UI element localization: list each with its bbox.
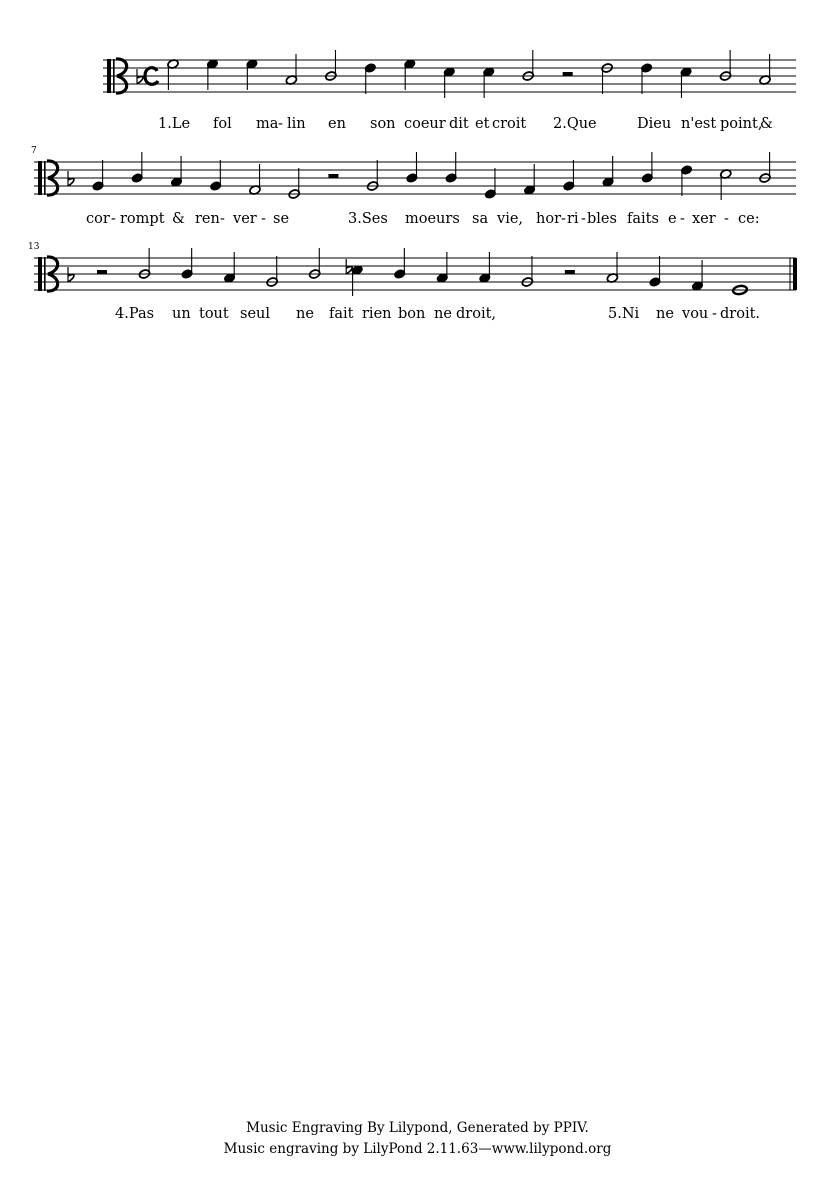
lyric-syllable: un (172, 306, 191, 322)
lyric-syllable: moeurs (405, 211, 460, 227)
lyric-syllable: coeur (404, 116, 446, 132)
lyric-hyphen: - (680, 211, 685, 227)
footer-credit-line-1: Music Engraving By Lilypond, Generated by PPIV. (246, 1120, 589, 1136)
lyric-syllable: rien (362, 306, 392, 322)
measure-number-13: 13 (28, 242, 40, 252)
lyric-syllable: rompt (120, 211, 165, 227)
half-note (138, 248, 150, 279)
lyric-syllable: 3.Ses (348, 211, 388, 227)
lyric-syllable: ri (567, 211, 579, 227)
lyric-syllable: ne (656, 306, 674, 322)
lyric-hyphen: - (724, 211, 729, 227)
lyric-hyphen: - (561, 211, 566, 227)
q-note (640, 63, 652, 94)
lyric-syllable: vou (682, 306, 709, 322)
lyric-hyphen: - (111, 211, 116, 227)
half-note (325, 50, 337, 81)
lyric-hyphen: - (278, 116, 283, 132)
lyric-syllable: son (370, 116, 396, 132)
q-note (181, 248, 193, 279)
lyric-syllable: vie, (497, 211, 524, 227)
lyric-syllable: Dieu (637, 116, 672, 132)
lyric-syllable: droit. (720, 306, 761, 322)
key-signature-flat (68, 267, 74, 282)
half-note (266, 256, 278, 287)
half-note (759, 152, 771, 183)
lyric-syllable: bon (398, 306, 426, 322)
lyric-syllable: & (172, 211, 185, 227)
q-note (131, 152, 143, 183)
lyric-syllable: ma (256, 116, 279, 132)
lyric-syllable: ren (195, 211, 220, 227)
lyric-syllable: fait (329, 306, 354, 322)
lyric-syllable: e (668, 211, 677, 227)
half-rest (563, 72, 573, 76)
q-note (649, 256, 661, 287)
q-note (523, 164, 535, 195)
lyric-syllable: ver (233, 211, 257, 227)
lyric-syllable: droit, (456, 306, 497, 322)
half-note (720, 169, 732, 200)
q-note (602, 156, 614, 187)
q-note (484, 168, 496, 199)
lyric-syllable: croit (492, 116, 527, 132)
footer-credit-line-2: Music engraving by LilyPond 2.11.63—www.lilypond.org (223, 1141, 612, 1157)
half-note (366, 160, 378, 191)
q-note (443, 67, 455, 98)
q-note (406, 152, 418, 183)
key-signature-flat (68, 171, 74, 186)
q-note (479, 252, 491, 283)
lyric-syllable: sa (472, 211, 489, 227)
lyric-hyphen: - (220, 211, 225, 227)
q-note (246, 59, 258, 90)
half-note (606, 252, 618, 283)
lyric-syllable: dit (449, 116, 469, 132)
half-note (288, 168, 300, 199)
lyric-syllable: faits (627, 211, 659, 227)
lyric-syllable: seul (240, 306, 270, 322)
q-note (346, 259, 363, 296)
q-note (691, 260, 703, 291)
lyric-syllable: ne (296, 306, 314, 322)
lyric-syllable: fol (213, 116, 232, 132)
staff-system (103, 50, 796, 98)
half-note (759, 54, 771, 85)
q-note (209, 160, 221, 191)
final-barline-thick (793, 258, 797, 290)
half-note (308, 248, 320, 279)
q-note (92, 160, 104, 191)
lyric-syllable: et (475, 116, 490, 132)
half-note (521, 256, 533, 287)
staff-system (34, 152, 796, 200)
q-note (206, 59, 218, 90)
half-note (285, 54, 297, 85)
lyric-syllable: xer (692, 211, 716, 227)
lyric-syllable: hor (536, 211, 561, 227)
lyric-hyphen: - (581, 211, 586, 227)
q-note (394, 248, 406, 279)
lyric-syllable: 5.Ni (608, 306, 640, 322)
lyric-syllable: en (328, 116, 346, 132)
q-note (483, 67, 495, 98)
q-note (436, 252, 448, 283)
lyric-syllable: n'est (681, 116, 717, 132)
q-note (404, 59, 416, 90)
half-note (522, 50, 534, 81)
half-rest (97, 270, 107, 274)
lyric-syllable: ce: (738, 211, 760, 227)
lyric-hyphen: - (261, 211, 266, 227)
lyric-syllable: 1.Le (158, 116, 191, 132)
q-note (170, 156, 182, 187)
half-note (167, 59, 179, 90)
lyric-syllable: & (760, 116, 773, 132)
half-rest (328, 174, 338, 178)
q-note (563, 160, 575, 191)
half-note (601, 63, 613, 94)
q-note (641, 152, 653, 183)
lyric-syllable: se (273, 211, 290, 227)
q-note (223, 252, 235, 283)
lyric-syllable: tout (199, 306, 229, 322)
q-note (680, 67, 692, 98)
half-note (719, 50, 731, 81)
measure-number-7: 7 (31, 146, 37, 156)
lyric-syllable: cor (86, 211, 110, 227)
key-signature-flat (137, 69, 143, 84)
lyric-syllable: lin (287, 116, 306, 132)
half-note (249, 164, 261, 195)
lyric-syllable: 4.Pas (115, 306, 155, 322)
lyric-syllable: 2.Que (553, 116, 597, 132)
lyric-syllable: ne (434, 306, 452, 322)
q-note (680, 165, 692, 196)
lyric-syllable: bles (587, 211, 617, 227)
staff-system (34, 248, 797, 296)
q-note (364, 63, 376, 94)
lyric-hyphen: - (712, 306, 717, 322)
q-note (445, 152, 457, 183)
lyric-syllable: point, (720, 116, 763, 132)
half-rest (565, 270, 575, 274)
